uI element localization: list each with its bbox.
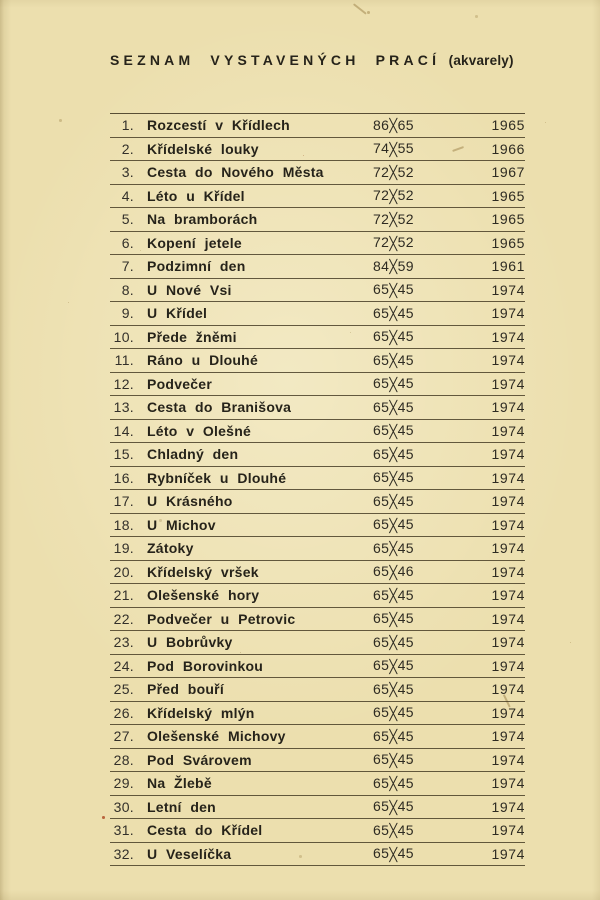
row-number: 23.	[113, 634, 134, 651]
row-year: 1974	[491, 516, 525, 533]
dimension-width: 72	[373, 234, 390, 251]
row-work-title: Pod Borovinkou	[147, 657, 264, 674]
page-title-suffix: (akvarely)	[448, 53, 514, 68]
row-year: 1974	[491, 422, 525, 439]
row-work-title: Na Žlebě	[147, 775, 212, 792]
row-number: 18.	[113, 516, 134, 533]
page-title: SEZNAM VYSTAVENÝCH PRACÍ	[110, 52, 441, 68]
row-dimensions	[373, 634, 465, 651]
row-dimensions	[373, 563, 465, 580]
times-icon: ╳	[389, 424, 398, 440]
dimension-height: 45	[397, 586, 414, 603]
row-year: 1974	[491, 728, 525, 745]
row-number: 2.	[121, 140, 134, 157]
dimension-width: 65	[373, 751, 390, 768]
row-work-title: Křídelský vršek	[147, 563, 259, 580]
dimension-width: 65	[373, 821, 390, 838]
table-row	[110, 467, 525, 491]
row-number: 8.	[121, 281, 134, 298]
dimension-width: 65	[373, 704, 390, 721]
row-number: 7.	[121, 258, 134, 275]
row-work-title: U Michov	[147, 516, 216, 533]
row-dimensions	[373, 728, 465, 745]
row-dimensions	[373, 117, 465, 134]
dimension-height: 45	[397, 798, 414, 815]
dimension-width: 84	[373, 257, 390, 274]
row-dimensions	[373, 704, 465, 721]
row-dimensions	[373, 305, 465, 322]
row-work-title: U Bobrůvky	[147, 634, 233, 651]
times-icon: ╳	[389, 448, 398, 464]
dimension-width: 65	[373, 539, 390, 556]
row-work-title: U Krásného	[147, 493, 233, 510]
table-row	[110, 537, 525, 561]
row-number: 12.	[113, 375, 134, 392]
dimension-height: 45	[397, 422, 414, 439]
times-icon: ╳	[389, 236, 398, 252]
times-icon: ╳	[389, 260, 398, 276]
row-dimensions	[373, 352, 465, 369]
table-row	[110, 655, 525, 679]
dimension-width: 65	[373, 328, 390, 345]
row-dimensions	[373, 493, 465, 510]
row-work-title: Letní den	[147, 798, 216, 815]
row-dimensions	[373, 164, 465, 181]
row-number: 27.	[113, 728, 134, 745]
row-year: 1967	[491, 164, 525, 181]
row-year: 1974	[491, 305, 525, 322]
dimension-width: 65	[373, 798, 390, 815]
row-dimensions	[373, 657, 465, 674]
row-year: 1966	[491, 140, 525, 157]
times-icon: ╳	[389, 777, 398, 793]
row-year: 1974	[491, 587, 525, 604]
table-row	[110, 843, 525, 867]
row-number: 17.	[113, 493, 134, 510]
dimension-height: 55	[397, 140, 414, 157]
row-year: 1974	[491, 328, 525, 345]
dimension-width: 72	[373, 187, 390, 204]
row-number: 20.	[113, 563, 134, 580]
times-icon: ╳	[389, 213, 398, 229]
row-work-title: Křídelské louky	[147, 140, 259, 157]
row-number: 32.	[113, 845, 134, 862]
dimension-width: 65	[373, 492, 390, 509]
row-dimensions	[373, 798, 465, 815]
dimension-height: 45	[397, 633, 414, 650]
dimension-height: 59	[397, 257, 414, 274]
page-heading	[110, 52, 514, 70]
row-work-title: U Veselíčka	[147, 845, 232, 862]
row-dimensions	[373, 845, 465, 862]
times-icon: ╳	[389, 189, 398, 205]
row-dimensions	[373, 822, 465, 839]
times-icon: ╳	[389, 307, 398, 323]
row-number: 26.	[113, 704, 134, 721]
row-work-title: Podvečer u Petrovic	[147, 610, 296, 627]
dimension-width: 65	[373, 398, 390, 415]
row-work-title: Zátoky	[147, 540, 194, 557]
dimension-height: 45	[397, 845, 414, 862]
times-icon: ╳	[389, 471, 398, 487]
dimension-height: 45	[397, 821, 414, 838]
row-work-title: U Nové Vsi	[147, 281, 232, 298]
row-year: 1974	[491, 352, 525, 369]
row-work-title: Ráno u Dlouhé	[147, 352, 259, 369]
row-year: 1965	[491, 187, 525, 204]
row-number: 19.	[113, 540, 134, 557]
dimension-width: 65	[373, 633, 390, 650]
dimension-height: 45	[397, 492, 414, 509]
dimension-width: 65	[373, 422, 390, 439]
row-work-title: Cesta do Křídel	[147, 822, 263, 839]
row-dimensions	[373, 281, 465, 298]
row-dimensions	[373, 375, 465, 392]
row-work-title: Chladný den	[147, 446, 239, 463]
table-row	[110, 678, 525, 702]
dimension-height: 52	[397, 163, 414, 180]
row-work-title: Léto u Křídel	[147, 187, 245, 204]
row-year: 1974	[491, 657, 525, 674]
row-year: 1974	[491, 681, 525, 698]
row-work-title: Podvečer	[147, 375, 213, 392]
works-table	[110, 113, 525, 866]
row-year: 1974	[491, 775, 525, 792]
dimension-height: 46	[397, 563, 414, 580]
table-row	[110, 326, 525, 350]
times-icon: ╳	[389, 800, 398, 816]
table-row	[110, 584, 525, 608]
times-icon: ╳	[389, 565, 398, 581]
table-row	[110, 796, 525, 820]
table-row	[110, 232, 525, 256]
times-icon: ╳	[389, 283, 398, 299]
table-row	[110, 185, 525, 209]
table-row	[110, 443, 525, 467]
row-number: 24.	[113, 657, 134, 674]
times-icon: ╳	[389, 401, 398, 417]
row-year: 1974	[491, 822, 525, 839]
times-icon: ╳	[389, 495, 398, 511]
table-row	[110, 561, 525, 585]
dimension-height: 45	[397, 469, 414, 486]
times-icon: ╳	[389, 659, 398, 675]
row-work-title: Kopení jetele	[147, 234, 242, 251]
row-dimensions	[373, 775, 465, 792]
table-row	[110, 631, 525, 655]
dimension-width: 65	[373, 281, 390, 298]
row-year: 1974	[491, 845, 525, 862]
times-icon: ╳	[389, 166, 398, 182]
dimension-width: 72	[373, 163, 390, 180]
dimension-height: 45	[397, 304, 414, 321]
dimension-height: 45	[397, 445, 414, 462]
times-icon: ╳	[389, 730, 398, 746]
row-year: 1965	[491, 117, 525, 134]
row-dimensions	[373, 187, 465, 204]
times-icon: ╳	[389, 636, 398, 652]
row-number: 9.	[121, 305, 134, 322]
row-work-title: Cesta do Branišova	[147, 399, 292, 416]
row-work-title: Na bramborách	[147, 211, 258, 228]
paper-texture	[0, 0, 1, 1]
times-icon: ╳	[389, 753, 398, 769]
times-icon: ╳	[389, 706, 398, 722]
row-dimensions	[373, 328, 465, 345]
row-number: 5.	[121, 211, 134, 228]
dimension-height: 45	[397, 539, 414, 556]
row-number: 29.	[113, 775, 134, 792]
dimension-width: 65	[373, 774, 390, 791]
dimension-width: 65	[373, 727, 390, 744]
row-number: 14.	[113, 422, 134, 439]
row-year: 1974	[491, 375, 525, 392]
row-number: 22.	[113, 610, 134, 627]
dimension-width: 72	[373, 210, 390, 227]
row-number: 11.	[114, 352, 134, 369]
dimension-height: 45	[397, 516, 414, 533]
row-dimensions	[373, 610, 465, 627]
dimension-width: 65	[373, 610, 390, 627]
dimension-width: 65	[373, 657, 390, 674]
row-year: 1974	[491, 281, 525, 298]
row-number: 6.	[121, 234, 134, 251]
times-icon: ╳	[389, 142, 398, 158]
table-row	[110, 302, 525, 326]
dimension-width: 65	[373, 680, 390, 697]
row-year: 1961	[491, 258, 525, 275]
row-dimensions	[373, 140, 465, 157]
table-row	[110, 725, 525, 749]
row-work-title: Křídelský mlýn	[147, 704, 255, 721]
times-icon: ╳	[389, 354, 398, 370]
times-icon: ╳	[389, 330, 398, 346]
row-work-title: Přede žněmi	[147, 328, 237, 345]
row-year: 1974	[491, 798, 525, 815]
table-row	[110, 279, 525, 303]
times-icon: ╳	[389, 518, 398, 534]
times-icon: ╳	[389, 589, 398, 605]
dimension-width: 65	[373, 375, 390, 392]
table-row	[110, 772, 525, 796]
row-work-title: Rybníček u Dlouhé	[147, 469, 287, 486]
row-dimensions	[373, 751, 465, 768]
table-row	[110, 349, 525, 373]
dimension-height: 65	[397, 116, 414, 133]
dimension-height: 45	[397, 727, 414, 744]
row-work-title: Cesta do Nového Města	[147, 164, 324, 181]
table-row	[110, 138, 525, 162]
row-number: 21.	[113, 587, 134, 604]
dimension-height: 45	[397, 774, 414, 791]
dimension-height: 45	[397, 610, 414, 627]
row-dimensions	[373, 469, 465, 486]
times-icon: ╳	[389, 847, 398, 863]
dimension-height: 45	[397, 704, 414, 721]
table-row	[110, 490, 525, 514]
row-number: 10.	[113, 328, 134, 345]
row-dimensions	[373, 211, 465, 228]
row-dimensions	[373, 234, 465, 251]
row-year: 1974	[491, 540, 525, 557]
row-work-title: Podzimní den	[147, 258, 246, 275]
row-year: 1974	[491, 704, 525, 721]
table-row	[110, 114, 525, 138]
row-work-title: Léto v Olešné	[147, 422, 252, 439]
dimension-width: 74	[373, 140, 390, 157]
row-dimensions	[373, 516, 465, 533]
row-dimensions	[373, 422, 465, 439]
dimension-width: 65	[373, 516, 390, 533]
table-row	[110, 420, 525, 444]
row-year: 1974	[491, 610, 525, 627]
dimension-height: 45	[397, 680, 414, 697]
table-row	[110, 396, 525, 420]
row-year: 1974	[491, 469, 525, 486]
table-row	[110, 514, 525, 538]
times-icon: ╳	[389, 683, 398, 699]
dimension-width: 65	[373, 445, 390, 462]
row-number: 13.	[113, 399, 134, 416]
row-number: 31.	[113, 822, 134, 839]
table-row	[110, 608, 525, 632]
row-number: 30.	[113, 798, 134, 815]
table-row	[110, 749, 525, 773]
row-year: 1974	[491, 563, 525, 580]
row-year: 1974	[491, 446, 525, 463]
row-number: 1.	[121, 117, 134, 134]
dimension-height: 45	[397, 751, 414, 768]
row-dimensions	[373, 446, 465, 463]
row-year: 1974	[491, 399, 525, 416]
table-row	[110, 373, 525, 397]
row-number: 4.	[121, 187, 134, 204]
dimension-height: 52	[397, 187, 414, 204]
row-work-title: Pod Svárovem	[147, 751, 252, 768]
row-work-title: U Křídel	[147, 305, 208, 322]
times-icon: ╳	[389, 119, 398, 135]
paper-fiber	[353, 3, 367, 14]
dimension-height: 45	[397, 657, 414, 674]
dimension-width: 86	[373, 116, 390, 133]
dimension-height: 52	[397, 210, 414, 227]
dimension-width: 65	[373, 563, 390, 580]
row-year: 1974	[491, 751, 525, 768]
row-number: 25.	[113, 681, 134, 698]
times-icon: ╳	[389, 612, 398, 628]
row-work-title: Rozcestí v Křídlech	[147, 117, 290, 134]
table-row	[110, 819, 525, 843]
times-icon: ╳	[389, 542, 398, 558]
row-dimensions	[373, 399, 465, 416]
row-year: 1965	[491, 234, 525, 251]
row-number: 16.	[113, 469, 134, 486]
row-number: 28.	[113, 751, 134, 768]
table-row	[110, 208, 525, 232]
dimension-height: 45	[397, 398, 414, 415]
dimension-height: 45	[397, 375, 414, 392]
dimension-height: 45	[397, 351, 414, 368]
dimension-width: 65	[373, 586, 390, 603]
row-work-title: Olešenské Michovy	[147, 728, 286, 745]
row-work-title: Olešenské hory	[147, 587, 260, 604]
row-year: 1974	[491, 493, 525, 510]
dimension-height: 52	[397, 234, 414, 251]
row-number: 15.	[113, 446, 134, 463]
row-year: 1974	[491, 634, 525, 651]
row-dimensions	[373, 258, 465, 275]
table-row	[110, 161, 525, 185]
row-dimensions	[373, 587, 465, 604]
dimension-width: 65	[373, 469, 390, 486]
dimension-width: 65	[373, 845, 390, 862]
row-year: 1965	[491, 211, 525, 228]
times-icon: ╳	[389, 824, 398, 840]
row-work-title: Před bouří	[147, 681, 225, 698]
dimension-height: 45	[397, 328, 414, 345]
row-dimensions	[373, 540, 465, 557]
dimension-height: 45	[397, 281, 414, 298]
dimension-width: 65	[373, 351, 390, 368]
row-dimensions	[373, 681, 465, 698]
row-number: 3.	[121, 164, 134, 181]
table-row	[110, 255, 525, 279]
dimension-width: 65	[373, 304, 390, 321]
times-icon: ╳	[389, 377, 398, 393]
table-row	[110, 702, 525, 726]
